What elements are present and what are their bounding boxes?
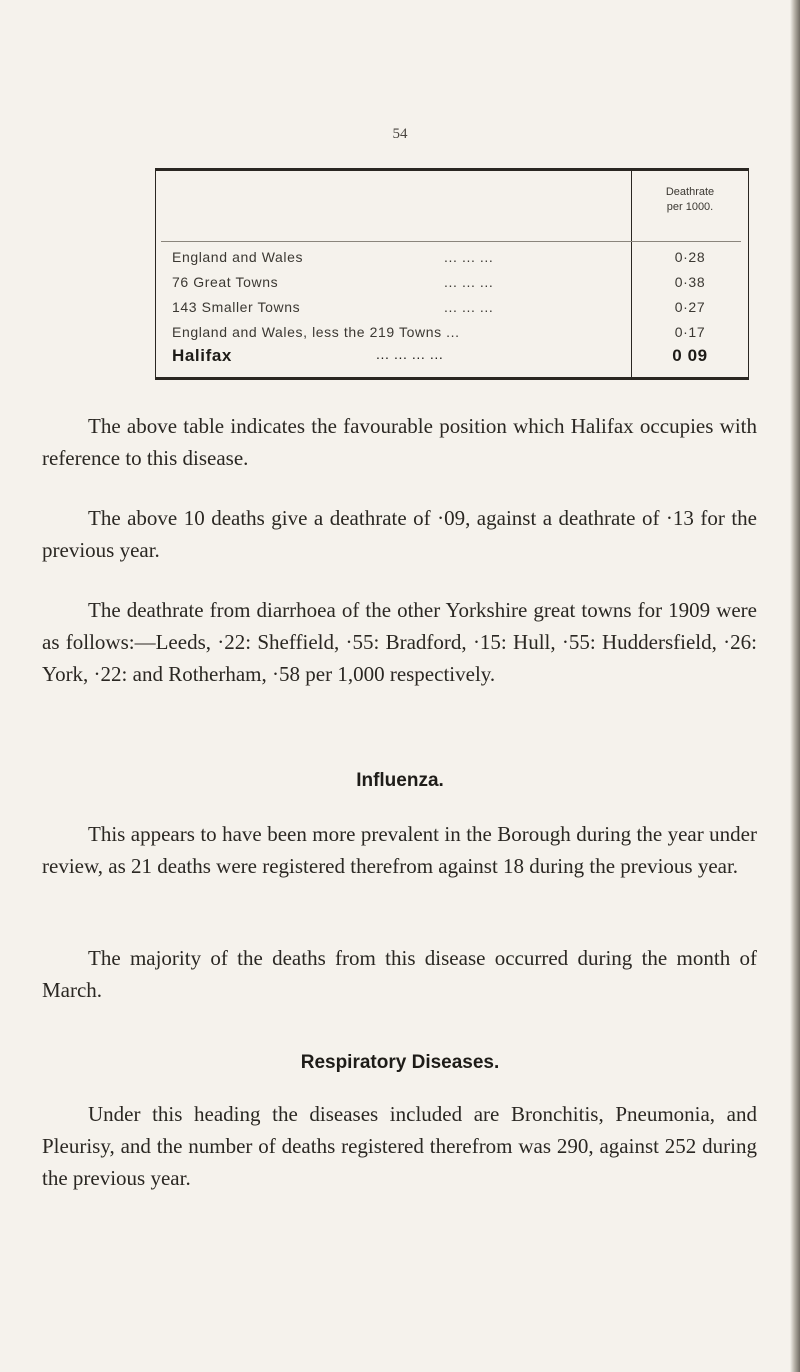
deathrate-table: [155, 168, 749, 380]
header-line-1: Deathrate: [665, 186, 715, 198]
table-row: [156, 249, 746, 273]
paragraph-influenza-prevalence: [42, 818, 757, 882]
paragraph-influenza-march: [42, 942, 757, 1006]
deathrate-column-header: [632, 185, 748, 215]
paragraph-deathrate: [42, 502, 757, 566]
row-value: 0·38: [674, 274, 706, 290]
paragraph-text: Under this heading the diseases included are Bronchitis, Pneumonia, and Pleurisy, and the number of deaths registered therefrom was 290, against 252 during the previous year.: [42, 1102, 757, 1190]
row-leader-dots: ... ... ...: [444, 299, 494, 315]
table-row-halifax: [156, 346, 746, 370]
row-label: 143 Smaller Towns: [172, 299, 301, 315]
row-label: 76 Great Towns: [172, 274, 279, 290]
table-row: [156, 274, 746, 298]
row-value: 0 09: [672, 346, 708, 365]
paragraph-text: This appears to have been more prevalent in the Borough during the year under review, as 21 deaths were registered therefrom against 18 during the previous year.: [42, 822, 757, 878]
row-value: 0·17: [674, 324, 706, 340]
paragraph-text: The deathrate from diarrhoea of the other Yorkshire great towns for 1909 were as follows:—Leeds, ·22: Sheffield, ·55: Bradford, ·15: Hull, ·55: Huddersfield, ·26: York, ·22: and Rotherham, ·58 per 1,000 respectively.: [42, 598, 757, 686]
row-label: England and Wales, less the 219 Towns ...: [172, 324, 460, 340]
row-leader-dots: ... ... ... ...: [376, 346, 444, 362]
row-value: 0·28: [674, 249, 706, 265]
heading-respiratory: Respiratory Diseases.: [300, 1052, 500, 1073]
paragraph-yorkshire-towns: [42, 594, 757, 690]
row-label: England and Wales: [172, 249, 304, 265]
header-line-2: per 1000.: [666, 201, 714, 213]
row-leader-dots: ... ... ...: [444, 249, 494, 265]
page-number: 54: [392, 126, 408, 142]
heading-influenza: Influenza.: [356, 770, 444, 791]
paragraph-respiratory: [42, 1098, 757, 1194]
paragraph-text: The above table indicates the favourable position which Halifax occupies with reference to this disease.: [42, 414, 757, 470]
paragraph-text: The above 10 deaths give a deathrate of ·09, against a deathrate of ·13 for the previous year.: [42, 506, 757, 562]
paragraph-table-note: [42, 410, 757, 474]
table-row: [156, 299, 746, 323]
row-label: Halifax: [172, 346, 232, 365]
header-rule: [161, 241, 741, 242]
page-edge-shadow: [790, 0, 800, 1372]
row-value: 0·27: [674, 299, 706, 315]
paragraph-text: The majority of the deaths from this disease occurred during the month of March.: [42, 946, 757, 1002]
row-leader-dots: ... ... ...: [444, 274, 494, 290]
table-row: [156, 324, 746, 348]
